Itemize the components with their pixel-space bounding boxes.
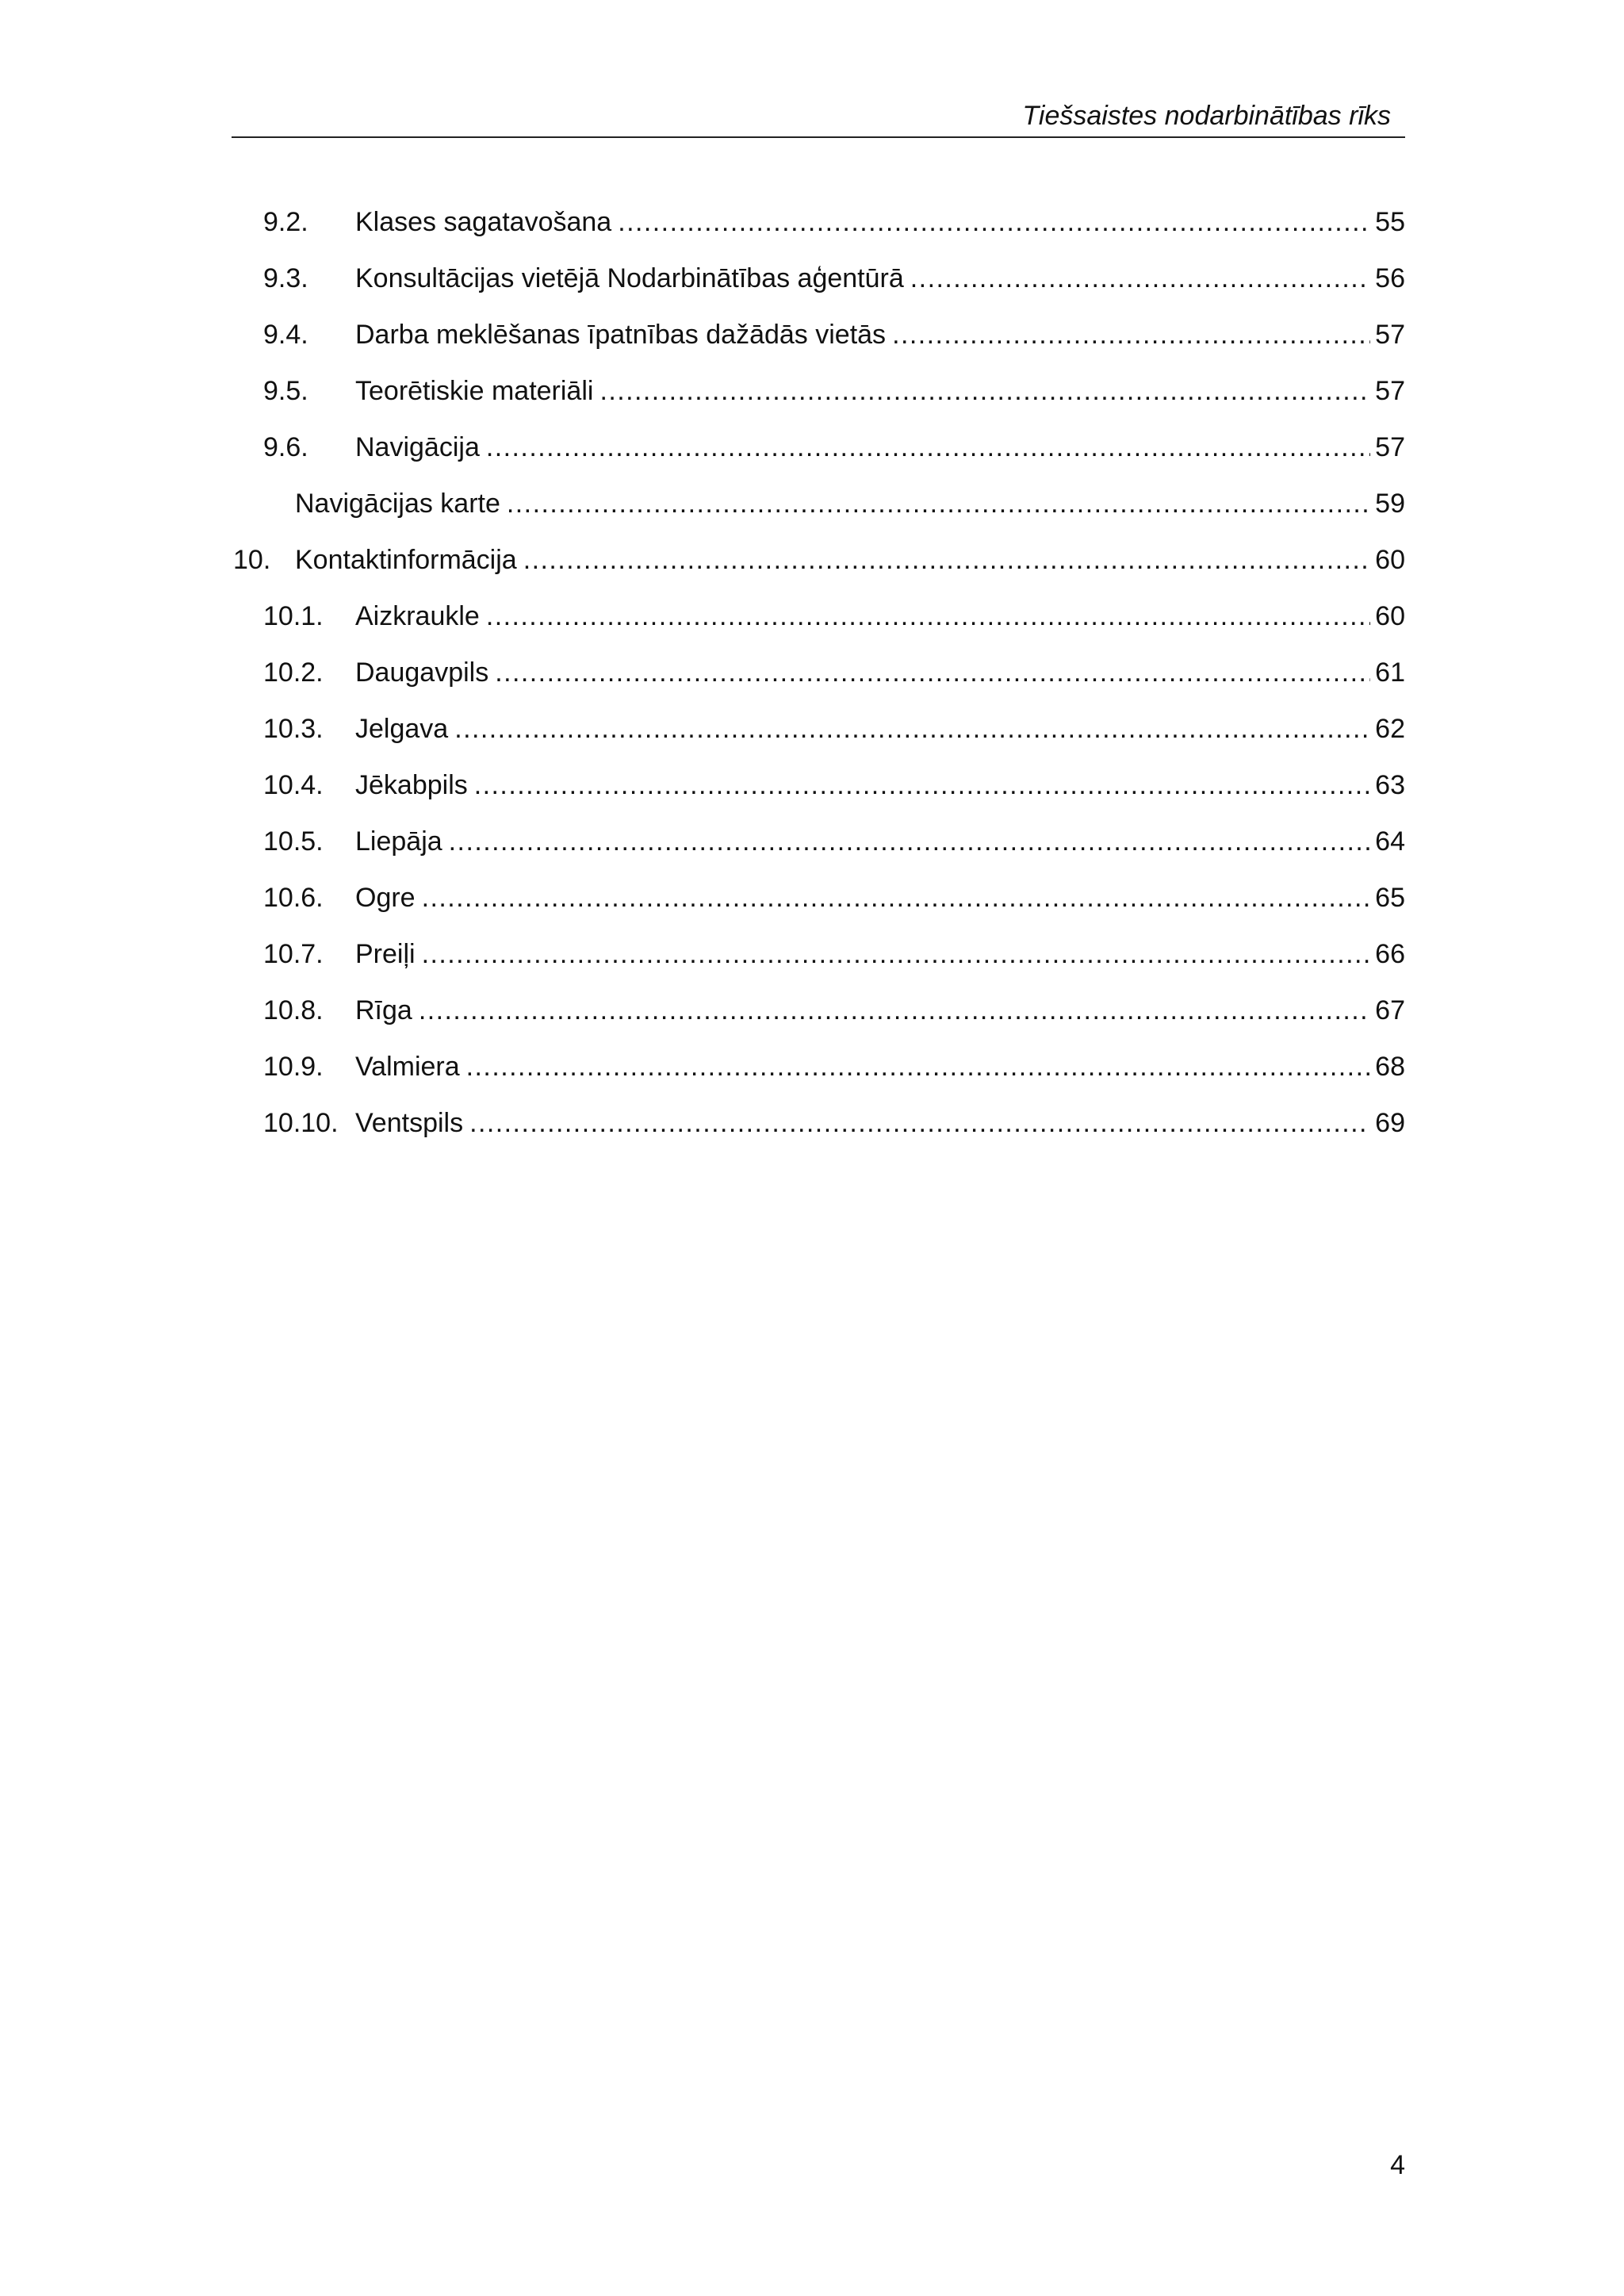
- toc-entry-page: 68: [1375, 1051, 1405, 1082]
- table-of-contents: [232, 194, 1405, 1151]
- toc-entry-page: 59: [1375, 488, 1405, 519]
- toc-dot-leader: [523, 544, 1370, 576]
- toc-entry-page: 60: [1375, 600, 1405, 631]
- page-number: 4: [1390, 2150, 1405, 2180]
- toc-entry-page: 66: [1375, 938, 1405, 969]
- toc-entry-number: 10.10.: [263, 1107, 339, 1138]
- toc-dot-leader: [422, 938, 1371, 970]
- toc-entry-title: Valmiera: [355, 1051, 460, 1082]
- toc-entry-page: 55: [1375, 206, 1405, 237]
- toc-entry-page: 63: [1375, 769, 1405, 800]
- toc-entry-title: Jelgava: [355, 713, 449, 744]
- toc-entry-title: Teorētiskie materiāli: [355, 375, 594, 406]
- toc-entry-number: 10.7.: [263, 938, 324, 969]
- toc-dot-leader: [474, 769, 1370, 801]
- toc-entry-number: 10.6.: [263, 882, 324, 913]
- toc-entry[interactable]: [232, 1038, 1405, 1094]
- toc-dot-leader: [486, 431, 1370, 463]
- toc-entry-number: 10.: [233, 544, 271, 575]
- toc-dot-leader: [419, 995, 1370, 1026]
- toc-entry-title: Kontaktinformācija: [295, 544, 517, 575]
- toc-entry-page: 56: [1375, 263, 1405, 293]
- toc-entry-number: 10.1.: [263, 600, 324, 631]
- toc-entry-title: Preiļi: [355, 938, 416, 969]
- toc-entry[interactable]: [232, 250, 1405, 306]
- toc-entry-title: Rīga: [355, 995, 412, 1025]
- toc-entry-title: Ventspils: [355, 1107, 464, 1138]
- toc-entry-number: 10.5.: [263, 826, 324, 857]
- toc-entry[interactable]: [232, 475, 1405, 531]
- toc-entry-title: Konsultācijas vietējā Nodarbinātības aģentūrā: [355, 263, 904, 293]
- toc-entry-page: 57: [1375, 431, 1405, 462]
- toc-entry-title: Navigācija: [355, 431, 480, 462]
- toc-entry-title: Darba meklēšanas īpatnības dažādās vietās: [355, 319, 887, 350]
- toc-entry-title: Daugavpils: [355, 657, 489, 688]
- toc-dot-leader: [910, 263, 1370, 294]
- toc-entry-page: 67: [1375, 995, 1405, 1025]
- toc-dot-leader: [422, 882, 1371, 914]
- toc-entry-number: 10.2.: [263, 657, 324, 688]
- toc-entry[interactable]: [232, 362, 1405, 419]
- toc-entry[interactable]: [232, 306, 1405, 362]
- toc-dot-leader: [892, 319, 1370, 351]
- toc-entry-page: 69: [1375, 1107, 1405, 1138]
- toc-entry-title: Ogre: [355, 882, 416, 913]
- toc-entry-number: 9.4.: [263, 319, 308, 350]
- toc-entry-number: 10.3.: [263, 713, 324, 744]
- toc-entry[interactable]: [232, 588, 1405, 644]
- toc-entry-page: 61: [1375, 657, 1405, 688]
- toc-entry[interactable]: [232, 869, 1405, 926]
- toc-entry-number: 10.8.: [263, 995, 324, 1025]
- toc-entry-number: 10.9.: [263, 1051, 324, 1082]
- toc-entry-number: 9.2.: [263, 206, 308, 237]
- toc-entry-number: 9.3.: [263, 263, 308, 293]
- toc-dot-leader: [454, 713, 1370, 745]
- toc-entry[interactable]: [232, 419, 1405, 475]
- toc-entry[interactable]: [232, 982, 1405, 1038]
- toc-entry-number: 10.4.: [263, 769, 324, 800]
- header-title: Tiešsaistes nodarbinātības rīks: [1022, 101, 1391, 131]
- toc-entry-page: 57: [1375, 319, 1405, 350]
- toc-dot-leader: [495, 657, 1370, 688]
- toc-dot-leader: [449, 826, 1371, 857]
- toc-entry[interactable]: [232, 926, 1405, 982]
- toc-entry-page: 64: [1375, 826, 1405, 857]
- toc-entry-page: 57: [1375, 375, 1405, 406]
- toc-entry[interactable]: [232, 194, 1405, 250]
- toc-dot-leader: [469, 1107, 1370, 1139]
- page-header: [232, 94, 1405, 138]
- toc-entry[interactable]: [232, 644, 1405, 700]
- toc-dot-leader: [486, 600, 1370, 632]
- toc-dot-leader: [507, 488, 1370, 519]
- toc-entry-title: Aizkraukle: [355, 600, 480, 631]
- toc-entry-page: 60: [1375, 544, 1405, 575]
- toc-entry-title: Navigācijas karte: [295, 488, 500, 519]
- toc-dot-leader: [599, 375, 1370, 407]
- toc-entry[interactable]: [232, 700, 1405, 757]
- toc-dot-leader: [618, 206, 1370, 238]
- toc-dot-leader: [466, 1051, 1371, 1083]
- toc-entry-number: 9.5.: [263, 375, 308, 406]
- toc-entry[interactable]: [232, 531, 1405, 588]
- toc-entry-page: 65: [1375, 882, 1405, 913]
- toc-entry-page: 62: [1375, 713, 1405, 744]
- toc-entry-number: 9.6.: [263, 431, 308, 462]
- toc-entry-title: Liepāja: [355, 826, 442, 857]
- toc-entry-title: Jēkabpils: [355, 769, 468, 800]
- toc-entry[interactable]: [232, 757, 1405, 813]
- toc-entry-title: Klases sagatavošana: [355, 206, 612, 237]
- toc-entry[interactable]: [232, 813, 1405, 869]
- toc-entry[interactable]: [232, 1094, 1405, 1151]
